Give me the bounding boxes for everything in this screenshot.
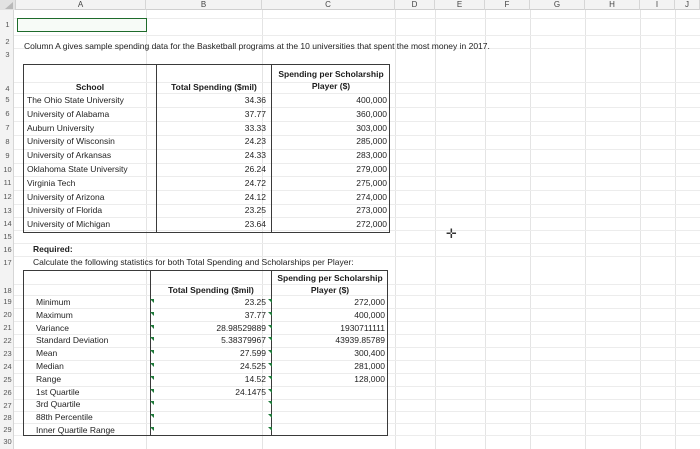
spending-marker-icon	[150, 414, 154, 418]
statistic-label-cell[interactable]: Variance	[36, 322, 69, 333]
stat-spending-cell[interactable]: 28.98529889	[216, 322, 266, 333]
per-player-marker-icon	[268, 376, 272, 380]
row-header-12[interactable]: 12	[3, 192, 12, 201]
table2-header-spending: Total Spending ($mil)	[168, 285, 254, 295]
row-header-13[interactable]: 13	[3, 206, 12, 215]
total-spending-cell[interactable]: 24.72	[244, 177, 266, 188]
stat-per-player-cell[interactable]: 43939.85789	[335, 335, 385, 346]
stat-spending-cell[interactable]: 23.25	[244, 297, 266, 307]
statistic-label-cell[interactable]: 88th Percentile	[36, 412, 93, 423]
per-player-cell[interactable]: 279,000	[356, 164, 387, 174]
table1-header-per-player-unit: Player ($)	[311, 81, 351, 91]
per-player-cell[interactable]: 274,000	[356, 191, 387, 202]
per-player-cell[interactable]: 275,000	[356, 177, 387, 188]
required-label: Required:	[33, 244, 73, 254]
table2-header-per-player: Spending per Scholarship	[277, 273, 383, 283]
statistic-label-cell[interactable]: Inner Quartile Range	[36, 425, 115, 435]
stat-per-player-cell[interactable]	[274, 425, 385, 435]
per-player-marker-icon	[268, 299, 272, 303]
stat-per-player-cell[interactable]	[274, 387, 385, 397]
gridline-horizontal	[14, 35, 700, 36]
row-header-16[interactable]: 16	[3, 245, 12, 254]
column-header-C[interactable]: C	[262, 0, 395, 10]
statistic-label-cell[interactable]: Median	[36, 361, 64, 371]
stat-per-player-cell[interactable]	[274, 412, 385, 422]
selected-cell-A1[interactable]	[17, 18, 147, 32]
spending-marker-icon	[150, 350, 154, 354]
stat-per-player-cell[interactable]	[274, 399, 385, 409]
column-header-H[interactable]: H	[585, 0, 640, 10]
stat-spending-cell[interactable]: 24.525	[240, 361, 266, 371]
row-header-25[interactable]: 25	[3, 375, 12, 384]
per-player-cell[interactable]: 303,000	[356, 122, 387, 133]
row-header-27[interactable]: 27	[3, 401, 12, 410]
per-player-marker-icon	[268, 350, 272, 354]
stat-spending-cell[interactable]	[154, 399, 266, 409]
row-header-18[interactable]: 18	[3, 286, 12, 295]
total-spending-cell[interactable]: 24.23	[244, 136, 266, 147]
spending-marker-icon	[150, 312, 154, 316]
per-player-marker-icon	[268, 337, 272, 341]
total-spending-cell[interactable]: 33.33	[244, 122, 266, 133]
row-header-3[interactable]: 3	[5, 50, 10, 59]
spending-marker-icon	[150, 427, 154, 431]
stat-per-player-cell[interactable]: 128,000	[354, 373, 385, 384]
total-spending-cell[interactable]: 23.64	[244, 219, 266, 230]
per-player-marker-icon	[268, 312, 272, 316]
column-header-D[interactable]: D	[395, 0, 435, 10]
row-header-15[interactable]: 15	[3, 232, 12, 241]
row-header-7[interactable]: 7	[5, 123, 10, 132]
row-header-17[interactable]: 17	[3, 258, 12, 267]
per-player-cell[interactable]: 273,000	[356, 205, 387, 216]
stat-per-player-cell[interactable]: 300,400	[354, 348, 385, 359]
school-name-cell[interactable]: University of Alabama	[27, 108, 110, 119]
total-spending-cell[interactable]: 26.24	[244, 164, 266, 174]
per-player-marker-icon	[268, 401, 272, 405]
school-name-cell[interactable]: University of Arkansas	[27, 150, 112, 161]
school-name-cell[interactable]: University of Florida	[27, 205, 103, 216]
statistic-label-cell[interactable]: Mean	[36, 348, 58, 359]
select-all-corner[interactable]	[0, 0, 16, 10]
column-header-B[interactable]: B	[146, 0, 262, 10]
row-header-5[interactable]: 5	[5, 95, 10, 104]
row-header-22[interactable]: 22	[3, 336, 12, 345]
school-name-cell[interactable]: University of Wisconsin	[27, 136, 115, 147]
statistic-label-cell[interactable]: 1st Quartile	[36, 386, 80, 397]
row-header-4[interactable]: 4	[5, 84, 10, 93]
gridline-horizontal	[14, 243, 700, 244]
school-name-cell[interactable]: Virginia Tech	[27, 177, 76, 188]
column-header-A[interactable]: A	[16, 0, 146, 10]
stat-per-player-cell[interactable]: 400,000	[354, 309, 385, 320]
per-player-cell[interactable]: 283,000	[356, 150, 387, 161]
spending-marker-icon	[150, 363, 154, 367]
table2-header-per-player-unit: Player ($)	[310, 285, 350, 295]
row-header-1[interactable]: 1	[5, 20, 10, 29]
per-player-cell[interactable]: 285,000	[356, 136, 387, 147]
row-header-2[interactable]: 2	[5, 37, 10, 46]
table1-header-spending: Total Spending ($mil)	[171, 82, 257, 92]
plus-cursor-icon: ✛	[446, 226, 457, 241]
column-header-I[interactable]: I	[640, 0, 675, 10]
statistic-label-cell[interactable]: Standard Deviation	[36, 335, 109, 346]
row-header-24[interactable]: 24	[3, 362, 12, 371]
statistic-label-cell[interactable]: 3rd Quartile	[36, 399, 81, 410]
row-header-19[interactable]: 19	[3, 297, 12, 306]
spending-marker-icon	[150, 401, 154, 405]
school-name-cell[interactable]: Oklahoma State University	[27, 164, 128, 174]
stat-spending-cell[interactable]: 14.52	[244, 373, 266, 384]
table1-header-school: School	[75, 82, 105, 92]
school-name-cell[interactable]: University of Arizona	[27, 191, 105, 202]
per-player-cell[interactable]: 272,000	[356, 219, 387, 230]
row-header-23[interactable]: 23	[3, 349, 12, 358]
total-spending-cell[interactable]: 34.36	[244, 95, 266, 105]
per-player-marker-icon	[268, 414, 272, 418]
row-header-8[interactable]: 8	[5, 137, 10, 146]
per-player-marker-icon	[268, 363, 272, 367]
row-header-20[interactable]: 20	[3, 310, 12, 319]
stat-per-player-cell[interactable]: 272,000	[354, 297, 385, 307]
school-name-cell[interactable]: Auburn University	[27, 122, 95, 133]
row-header-30[interactable]: 30	[3, 437, 12, 446]
stat-spending-cell[interactable]: 27.599	[240, 348, 266, 359]
column-header-G[interactable]: G	[530, 0, 585, 10]
column-header-E[interactable]: E	[435, 0, 485, 10]
column-header-J[interactable]: J	[675, 0, 700, 10]
row-header-6[interactable]: 6	[5, 109, 10, 118]
statistic-label-cell[interactable]: Range	[36, 373, 62, 384]
row-header-21[interactable]: 21	[3, 323, 12, 332]
total-spending-cell[interactable]: 37.77	[244, 108, 266, 119]
row-header-26[interactable]: 26	[3, 388, 12, 397]
school-name-cell[interactable]: The Ohio State University	[27, 95, 124, 105]
row-header-9[interactable]: 9	[5, 151, 10, 160]
required-text: Calculate the following statistics for both Total Spending and Scholarships per Player:	[33, 257, 354, 267]
spending-marker-icon	[150, 337, 154, 341]
stat-spending-cell[interactable]: 5.38379967	[221, 335, 266, 346]
per-player-cell[interactable]: 400,000	[356, 95, 387, 105]
statistic-label-cell[interactable]: Maximum	[36, 309, 73, 320]
spending-marker-icon	[150, 299, 154, 303]
total-spending-cell[interactable]: 23.25	[244, 205, 266, 216]
stat-spending-cell[interactable]: 37.77	[244, 309, 266, 320]
per-player-cell[interactable]: 360,000	[356, 108, 387, 119]
spending-marker-icon	[150, 376, 154, 380]
row-header-29[interactable]: 29	[3, 425, 12, 434]
per-player-marker-icon	[268, 427, 272, 431]
per-player-marker-icon	[268, 325, 272, 329]
stat-per-player-cell[interactable]: 1930711111	[340, 322, 385, 333]
spending-marker-icon	[150, 325, 154, 329]
column-header-F[interactable]: F	[485, 0, 530, 10]
per-player-marker-icon	[268, 389, 272, 393]
stat-spending-cell[interactable]	[154, 412, 266, 422]
intro-text: Column A gives sample spending data for the Basketball programs at the 10 universities that spent the most money in 2017.	[24, 41, 490, 51]
stat-spending-cell[interactable]: 24.1475	[235, 386, 266, 397]
spending-marker-icon	[150, 389, 154, 393]
row-header-14[interactable]: 14	[3, 219, 12, 228]
table1-header-per-player: Spending per Scholarship	[278, 69, 384, 79]
row-header-28[interactable]: 28	[3, 413, 12, 422]
total-spending-cell[interactable]: 24.33	[244, 150, 266, 161]
school-name-cell[interactable]: University of Michigan	[27, 219, 111, 230]
row-header-10[interactable]: 10	[3, 165, 12, 174]
stat-spending-cell[interactable]	[154, 425, 266, 435]
total-spending-cell[interactable]: 24.12	[244, 191, 266, 202]
row-header-11[interactable]: 11	[3, 178, 12, 187]
statistic-label-cell[interactable]: Minimum	[36, 297, 71, 307]
stat-per-player-cell[interactable]: 281,000	[354, 361, 385, 371]
